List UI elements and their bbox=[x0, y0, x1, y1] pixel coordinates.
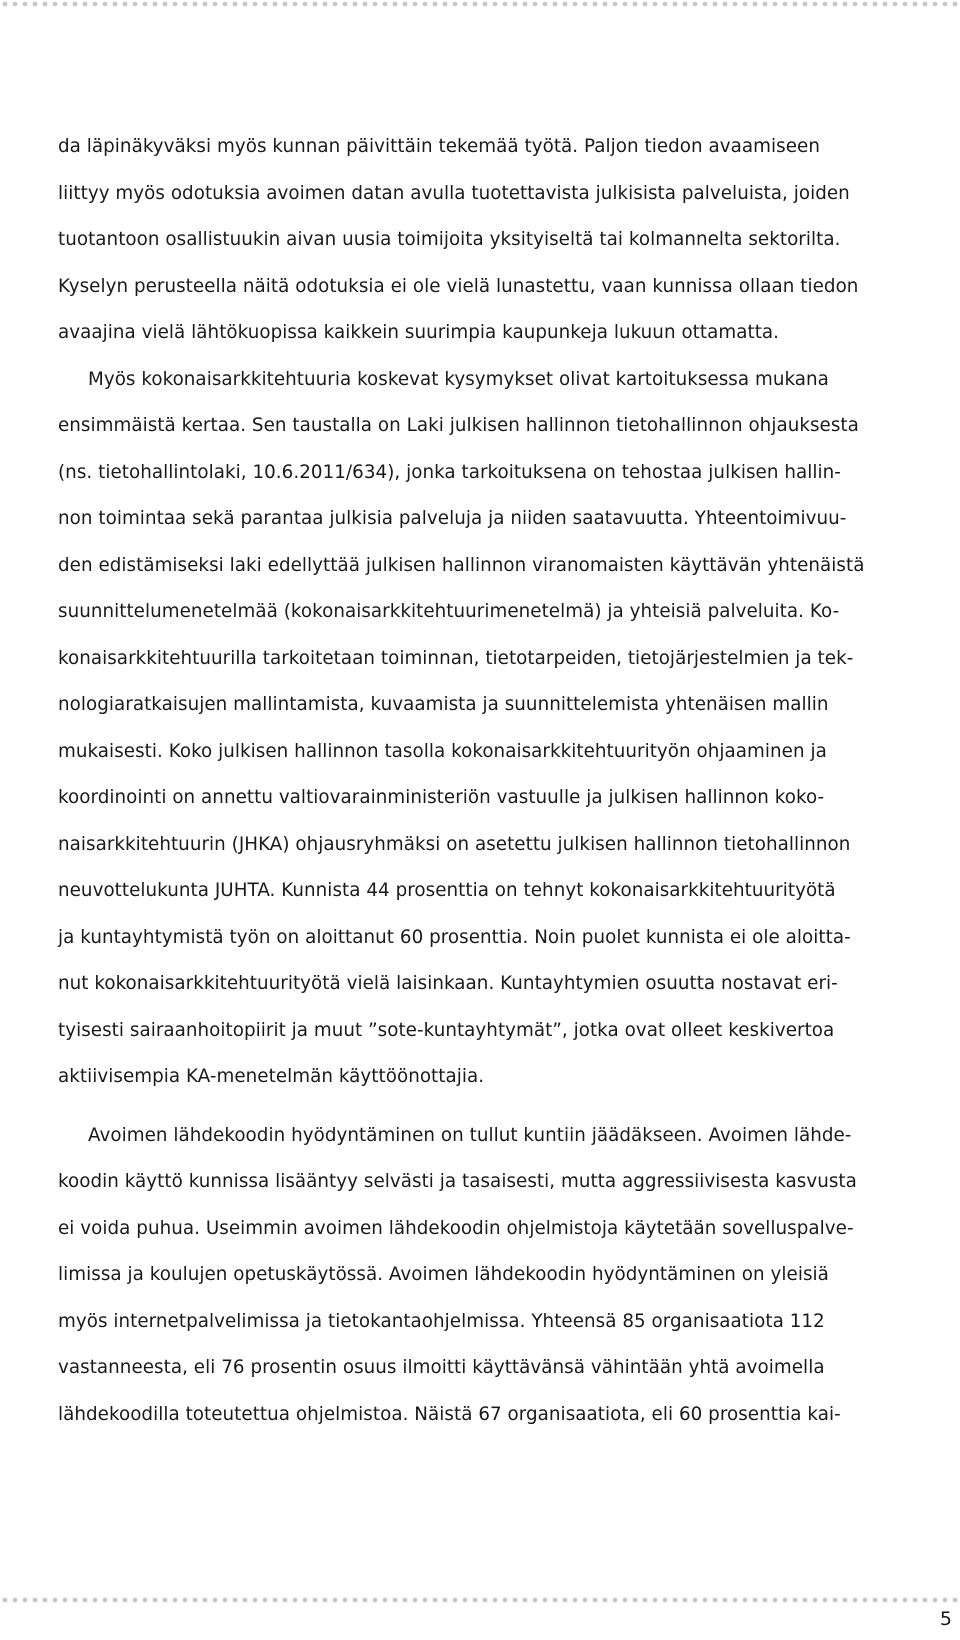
bottom-dotted-border bbox=[0, 1596, 960, 1604]
text-line: suunnittelumenetelmää (kokonaisarkkitehtuurimenetelmä) ja yhteisiä palveluita. Ko- bbox=[58, 601, 840, 622]
text-line: lähdekoodilla toteutettua ohjelmistoa. Näistä 67 organisaatiota, eli 60 prosenttia kai- bbox=[58, 1403, 841, 1425]
text-line: nut kokonaisarkkitehtuurityötä vielä laisinkaan. Kuntayhtymien osuutta nostavat eri- bbox=[58, 973, 838, 994]
paragraph-gap bbox=[58, 1101, 906, 1113]
text-line: liittyy myös odotuksia avoimen datan avulla tuotettavista julkisista palveluista, joiden bbox=[58, 182, 850, 204]
text-line: da läpinäkyväksi myös kunnan päivittäin tekemää työtä. Paljon tiedon avaamiseen bbox=[58, 136, 820, 157]
text-line: ja kuntayhtymistä työn on aloittanut 60 prosenttia. Noin puolet kunnista ei ole aloitta- bbox=[58, 926, 851, 948]
text-line: tuotantoon osallistuukin aivan uusia toimijoita yksityiseltä tai kolmannelta sektorilta. bbox=[58, 229, 841, 250]
text-line: koodin käyttö kunnissa lisääntyy selvästi ja tasaisesti, mutta aggressiivisesta kasvusta bbox=[58, 1171, 857, 1192]
text-line: Kyselyn perusteella näitä odotuksia ei ole vielä lunastettu, vaan kunnissa ollaan tiedon bbox=[58, 275, 859, 297]
text-line: aktiivisempia KA-menetelmän käyttöönottajia. bbox=[58, 1066, 485, 1087]
text-line: Avoimen lähdekoodin hyödyntäminen on tullut kuntiin jäädäkseen. Avoimen lähde- bbox=[88, 1124, 852, 1146]
text-line: mukaisesti. Koko julkisen hallinnon tasolla kokonaisarkkitehtuurityön ohjaaminen ja bbox=[58, 740, 827, 762]
text-line: neuvottelukunta JUHTA. Kunnista 44 prosenttia on tehnyt kokonaisarkkitehtuurityötä bbox=[58, 880, 836, 901]
top-dotted-border bbox=[0, 0, 960, 8]
text-line: (ns. tietohallintolaki, 10.6.2011/634), jonka tarkoituksena on tehostaa julkisen hallin- bbox=[58, 461, 841, 483]
paragraph-3 bbox=[58, 1113, 906, 1439]
text-line: naisarkkitehtuurin (JHKA) ohjausryhmäksi on asetettu julkisen hallinnon tietohallinnon bbox=[58, 833, 851, 855]
paragraph-1 bbox=[58, 124, 906, 357]
text-line: konaisarkkitehtuurilla tarkoitetaan toiminnan, tietotarpeiden, tietojärjestelmien ja tek- bbox=[58, 647, 854, 669]
text-line: Myös kokonaisarkkitehtuuria koskevat kysymykset olivat kartoituksessa mukana bbox=[88, 368, 829, 390]
text-line: den edistämiseksi laki edellyttää julkisen hallinnon viranomaisten käyttävän yhtenäistä bbox=[58, 554, 865, 576]
paragraph-2 bbox=[58, 357, 906, 1101]
text-line: ensimmäistä kertaa. Sen taustalla on Laki julkisen hallinnon tietohallinnon ohjauksesta bbox=[58, 415, 859, 436]
text-line: ei voida puhua. Useimmin avoimen lähdekoodin ohjelmistoja käytetään sovelluspalve- bbox=[58, 1217, 854, 1239]
page-content bbox=[58, 124, 906, 1438]
text-line: tyisesti sairaanhoitopiirit ja muut ”sote-kuntayhtymät”, jotka ovat olleet keskivertoa bbox=[58, 1019, 835, 1041]
text-line: avaajina vielä lähtökuopissa kaikkein suurimpia kaupunkeja lukuun ottamatta. bbox=[58, 322, 780, 343]
text-line: myös internetpalvelimissa ja tietokantaohjelmissa. Yhteensä 85 organisaatiota 112 bbox=[58, 1310, 825, 1332]
page-number: 5 bbox=[939, 1608, 952, 1630]
text-line: limissa ja koulujen opetuskäytössä. Avoimen lähdekoodin hyödyntäminen on yleisiä bbox=[58, 1264, 829, 1285]
text-line: vastanneesta, eli 76 prosentin osuus ilmoitti käyttävänsä vähintään yhtä avoimella bbox=[58, 1357, 825, 1378]
text-line: nologiaratkaisujen mallintamista, kuvaamista ja suunnittelemista yhtenäisen mallin bbox=[58, 694, 829, 715]
text-line: koordinointi on annettu valtiovarainministeriön vastuulle ja julkisen hallinnon koko- bbox=[58, 787, 825, 808]
text-line: non toimintaa sekä parantaa julkisia palveluja ja niiden saatavuutta. Yhteentoimivuu- bbox=[58, 508, 847, 529]
